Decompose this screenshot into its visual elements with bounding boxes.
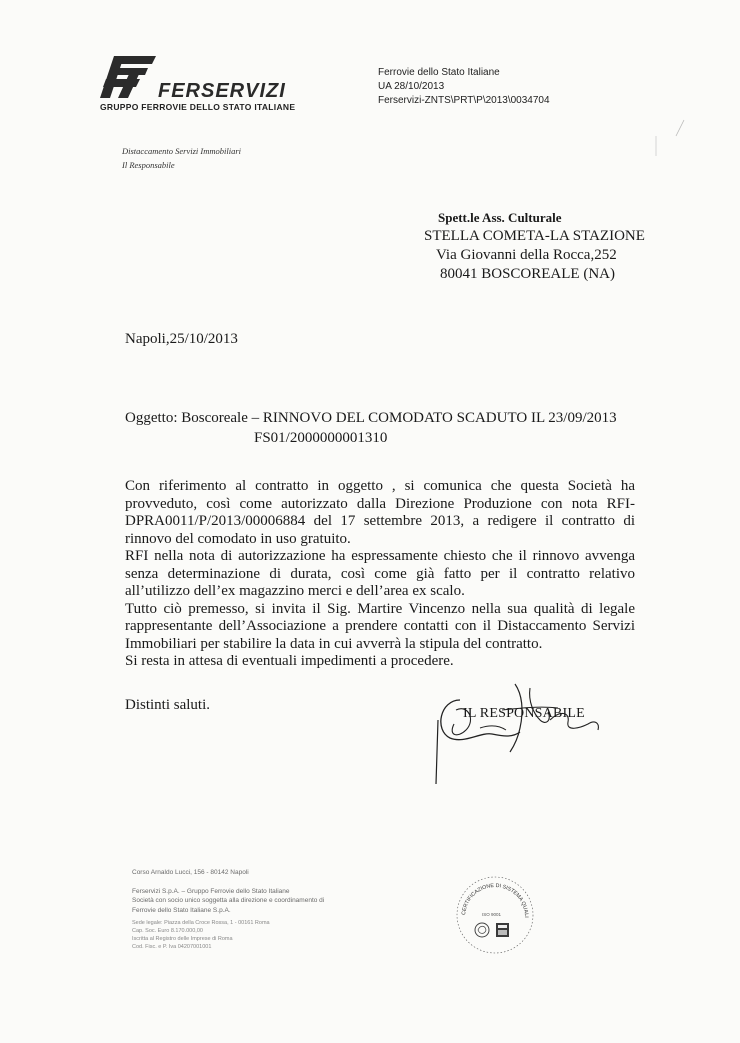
footer-legal-1: Sede legale: Piazza della Croce Rossa, 1 - 00161 Roma — [132, 920, 270, 926]
seal-standard: ISO 9001 — [482, 912, 502, 917]
letter-date: Napoli,25/10/2013 — [125, 331, 238, 347]
sender-department — [122, 144, 241, 172]
company-footer — [132, 868, 362, 951]
closing: Distinti saluti. — [125, 697, 211, 713]
footer-address: Corso Arnaldo Lucci, 156 - 80142 Napoli — [132, 869, 249, 876]
subject-line-2: FS01/2000000001310 — [254, 430, 388, 446]
footer-company-1: Ferservizi S.p.A. – Gruppo Ferrovie dello Stato Italiane — [132, 887, 290, 895]
body-paragraph-4: Si resta in attesa di eventuali impedimenti a procedere. — [125, 653, 454, 669]
subject-line-1: Oggetto: Boscoreale – RINNOVO DEL COMODATO SCADUTO IL 23/09/2013 — [125, 410, 617, 426]
recipient-city: 80041 BOSCOREALE (NA) — [440, 266, 615, 282]
recipient-label: Spett.le Ass. Culturale — [438, 210, 562, 225]
footer-company-3: Ferrovie dello Stato Italiane S.p.A. — [132, 906, 231, 914]
protocol-stamp — [378, 66, 598, 108]
department-name: Distaccamento Servizi Immobiliari — [122, 146, 241, 156]
recipient-block — [424, 208, 658, 284]
footer-legal-2: Cap. Soc. Euro 8.170.000,00 — [132, 928, 203, 934]
body-paragraph-2: RFI nella nota di autorizzazione ha espressamente chiesto che il rinnovo avvenga senza determinazione di durata, così come già fatto per il contratto relativo all’utilizzo dell’ex magazzino merci e dell’area ex scalo. — [125, 548, 635, 599]
body-paragraph-1: Con riferimento al contratto in oggetto , si comunica che questa Società ha provveduto, così come autorizzato dalla Direzione Produzione con nota RFI-DPRA0011/P/2013/00006884 del 17 settembre 2013, a redigere il contratto di rinnovo del comodato in uso gratuito. — [125, 478, 635, 547]
company-logo — [100, 54, 300, 116]
quality-certification-seal-icon — [452, 870, 538, 956]
protocol-line-3: Ferservizi-ZNTS\PRT\P\2013\0034704 — [378, 95, 550, 106]
recipient-name: STELLA COMETA-LA STAZIONE — [424, 228, 645, 244]
footer-legal-3: Iscritta al Registro delle Imprese di Roma — [132, 936, 233, 942]
signer-title: IL RESPONSABILE — [463, 706, 585, 721]
letter-body — [125, 478, 635, 671]
logo-subtitle: GRUPPO FERROVIE DELLO STATO ITALIANE — [100, 102, 296, 112]
logo-wordmark: FERSERVIZI — [158, 80, 286, 102]
seal-ring-text: CERTIFICAZIONE DI SISTEMA QUALI — [461, 882, 530, 918]
handwritten-signature — [420, 680, 620, 790]
scan-margin-marks — [640, 100, 720, 200]
svg-text:CERTIFICAZIONE DI SISTEMA QUAL — [452, 870, 529, 918]
recipient-street: Via Giovanni della Rocca,252 — [436, 247, 617, 263]
body-paragraph-3: Tutto ciò premesso, si invita il Sig. Martire Vincenzo nella sua qualità di legale rappresentante dell’Associazione a prendere contatti con il Distaccamento Servizi Immobiliari per stabilire la data in cui avverrà la stipula del contratto. — [125, 600, 635, 652]
subject-block — [125, 408, 617, 448]
protocol-line-2: UA 28/10/2013 — [378, 81, 445, 92]
footer-company-2: Società con socio unico soggetta alla direzione e coordinamento di — [132, 897, 325, 904]
department-role: Il Responsabile — [122, 160, 175, 170]
protocol-line-1: Ferrovie dello Stato Italiane — [378, 67, 500, 78]
footer-legal-4: Cod. Fisc. e P. Iva 04207001001 — [132, 944, 212, 950]
ferservizi-logo-icon — [100, 54, 156, 98]
